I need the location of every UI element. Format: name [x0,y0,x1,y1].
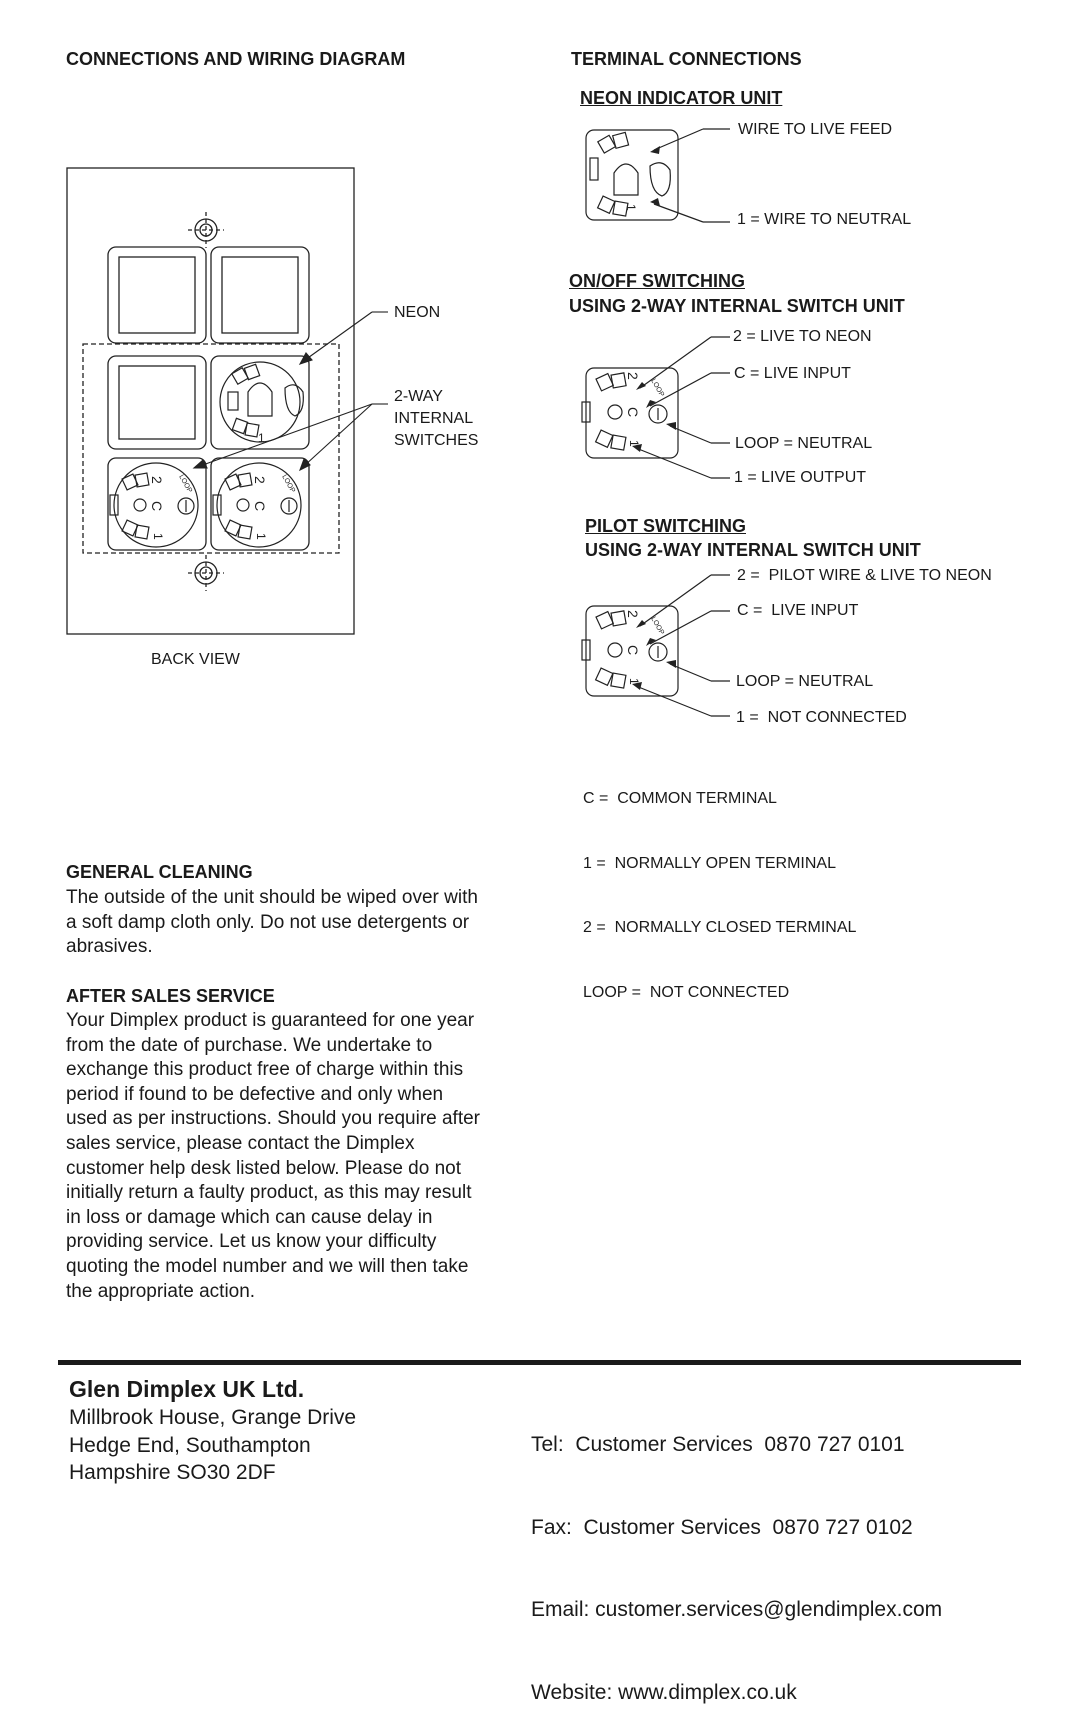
terminal-legend: C = COMMON TERMINAL 1 = NORMALLY OPEN TERMINAL 2 = NORMALLY CLOSED TERMINAL LOOP = NOT CONNECTED [583,790,857,1001]
neon-label: NEON [394,304,441,321]
svg-text:C: C [625,407,641,418]
onoff-label-1: 1 = LIVE OUTPUT [734,469,867,486]
leader-lines [194,312,388,470]
company-address: Millbrook House, Grange Drive Hedge End, Southampton Hampshire SO30 2DF [69,1406,357,1484]
svg-text:C: C [149,501,165,512]
company-name: Glen Dimplex UK Ltd. [69,1376,305,1402]
svg-text:2: 2 [625,610,641,618]
after-sales-heading: AFTER SALES SERVICE [66,986,275,1006]
general-cleaning-text: The outside of the unit should be wiped over with a soft damp cloth only. Do not use detergents or abrasives. [66,887,478,958]
svg-text:2: 2 [625,372,641,380]
svg-text:2: 2 [149,476,165,484]
svg-text:1: 1 [627,678,641,685]
screw-hole-top [188,212,224,248]
svg-text:1: 1 [151,533,165,540]
wiring-diagram-heading: CONNECTIONS AND WIRING DIAGRAM [66,49,406,69]
svg-text:C: C [625,645,641,656]
onoff-label-2: 2 = LIVE TO NEON [733,328,872,345]
onoff-switch-diagram [580,330,740,490]
onoff-title: ON/OFF SWITCHING [569,271,745,291]
neon-unit-backview [220,362,303,445]
footer-rule [58,1360,1021,1365]
email-link[interactable]: Email: customer.services@glendimplex.com [531,1598,943,1621]
terminal-connections-heading: TERMINAL CONNECTIONS [571,49,802,69]
back-view-diagram [0,0,540,700]
svg-text:1: 1 [627,440,641,447]
svg-text:LOOP: LOOP [649,377,666,399]
pilot-label-c: C = LIVE INPUT [737,602,859,619]
two-way-switches-label: 2-WAY INTERNAL SWITCHES [394,388,479,449]
svg-text:1: 1 [254,533,268,540]
neon-terminal-1: 1 [258,431,265,445]
neon-live-feed-label: WIRE TO LIVE FEED [738,121,893,138]
pilot-label-2: 2 = PILOT WIRE & LIVE TO NEON [737,567,992,584]
screw-hole-bottom [188,555,224,591]
neon-neutral-label: 1 = WIRE TO NEUTRAL [737,211,912,228]
svg-text:C: C [252,501,268,512]
tel-line: Tel: Customer Services 0870 727 0101 [531,1433,905,1456]
pilot-switch-diagram [580,568,740,728]
company-contact [531,1376,942,1734]
svg-text:1: 1 [624,204,638,211]
general-cleaning-heading: GENERAL CLEANING [66,862,253,882]
onoff-label-c: C = LIVE INPUT [734,365,851,382]
website-link[interactable]: Website: www.dimplex.co.uk [531,1680,797,1704]
svg-text:LOOP: LOOP [280,473,297,495]
back-view-label: BACK VIEW [151,651,240,668]
pilot-label-loop: LOOP = NEUTRAL [736,673,874,690]
fax-line: Fax: Customer Services 0870 727 0102 [531,1515,913,1539]
switch-unit-left [110,463,198,547]
svg-text:2: 2 [252,476,268,484]
pilot-label-1: 1 = NOT CONNECTED [736,709,907,726]
onoff-subtitle: USING 2-WAY INTERNAL SWITCH UNIT [569,296,905,316]
svg-text:LOOP: LOOP [177,473,194,495]
svg-text:LOOP: LOOP [649,615,666,637]
switch-unit-right [213,463,301,547]
after-sales-text: Your Dimplex product is guaranteed for one year from the date of purchase. We undertake to exchange this product free of charge within this period if found to be defective and only when used as per instructions. Should you require after sales service, please contact the Dimplex customer help desk listed below. Please do not initially return a faulty product, as this may result in loss or damage which can cause delay in providing service. Let us know your difficulty quoting the model number and we will then take the appropriate action. [66,1010,481,1302]
onoff-label-loop: LOOP = NEUTRAL [735,435,873,452]
neon-indicator-diagram [580,118,750,233]
neon-indicator-title: NEON INDICATOR UNIT [580,88,783,108]
pilot-subtitle: USING 2-WAY INTERNAL SWITCH UNIT [585,540,921,560]
pilot-title: PILOT SWITCHING [585,516,746,536]
